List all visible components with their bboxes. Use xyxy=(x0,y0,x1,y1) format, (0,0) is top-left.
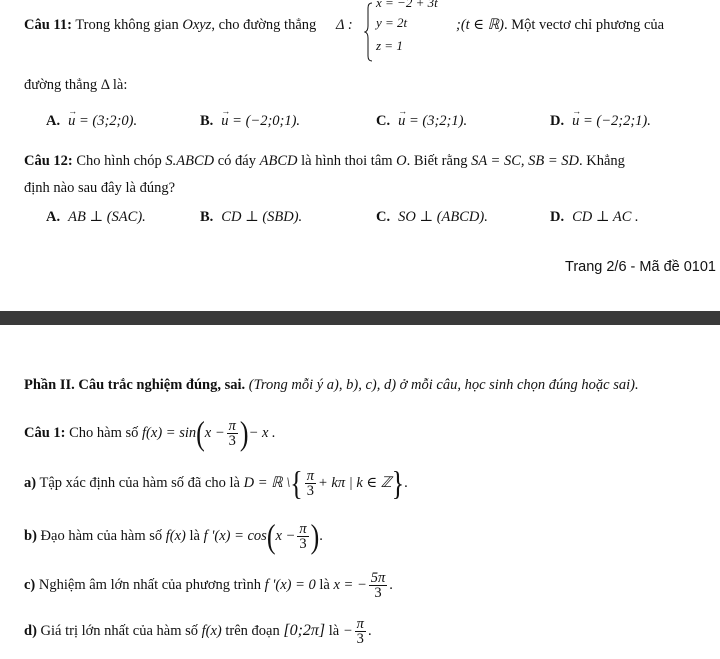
pi-over-3 xyxy=(227,419,238,448)
option-letter: B. xyxy=(200,209,214,225)
frac-den: 3 xyxy=(299,536,307,553)
vector-u: → u xyxy=(68,111,75,131)
item-math: f(x) xyxy=(201,623,222,639)
option-value: = (−2;2;1). xyxy=(582,113,651,129)
option-letter: A. xyxy=(46,209,61,225)
5pi-over-3 xyxy=(369,571,388,600)
frac-num: 5π xyxy=(370,570,386,587)
item-label: b) xyxy=(24,528,37,544)
brace-icon xyxy=(364,2,374,62)
option-letter: B. xyxy=(200,113,214,129)
q11-line2: đường thẳng Δ là: xyxy=(24,77,128,93)
item-text: là xyxy=(328,623,340,639)
q12-text: có đáy xyxy=(217,153,256,169)
q11-tail: . Một vectơ chỉ phương của xyxy=(503,17,665,33)
q11-delta: Δ : xyxy=(336,17,353,33)
frac-num: π xyxy=(228,418,236,435)
part2-note: (Trong mỗi ý a), b), c), d) ở mỗi câu, học sinh chọn đúng hoặc sai). xyxy=(248,377,639,393)
page-divider xyxy=(0,311,720,325)
left-paren: ( xyxy=(266,517,276,555)
item-math: x = − xyxy=(333,577,367,593)
right-paren: ) xyxy=(239,414,249,452)
item-end: . xyxy=(319,528,323,544)
frac-den: 3 xyxy=(228,433,236,450)
q12-center: O xyxy=(396,153,407,169)
q12-condition: SA = SC, SB = SD xyxy=(471,153,579,169)
item-text: Giá trị lớn nhất của hàm số xyxy=(40,623,198,639)
option-value: AB ⊥ (SAC). xyxy=(68,209,146,225)
q11-number: Câu 11: xyxy=(24,17,72,33)
q11-eq3: z = 1 xyxy=(376,38,403,53)
pi-over-3 xyxy=(305,469,316,498)
p2-q1-func: f(x) = sin xyxy=(142,425,197,441)
q12-line2: định nào sau đây là đúng? xyxy=(24,180,176,196)
item-math: f(x) xyxy=(165,528,186,544)
item-label: d) xyxy=(24,623,37,639)
option-value: SO ⊥ (ABCD). xyxy=(398,209,488,225)
q12-text: . Khẳng xyxy=(579,153,625,169)
q12-text: Cho hình chóp xyxy=(76,153,162,169)
q12-option-b[interactable] xyxy=(200,207,302,227)
item-text: Tập xác định của hàm số đã cho là xyxy=(39,475,240,491)
item-end: . xyxy=(367,623,372,639)
option-letter: D. xyxy=(550,113,565,129)
frac-num: π xyxy=(306,468,315,485)
p2-item-c[interactable] xyxy=(24,563,393,607)
option-letter: A. xyxy=(46,113,61,129)
q11-option-d[interactable] xyxy=(550,111,651,131)
part2-title: Phần II. Câu trắc nghiệm đúng, sai. xyxy=(24,377,246,393)
pi-over-3 xyxy=(355,617,366,646)
q12-base: ABCD xyxy=(259,153,298,169)
item-math: − xyxy=(342,623,353,639)
option-letter: D. xyxy=(550,209,565,225)
option-value: = (3;2;1). xyxy=(408,113,468,129)
p2-q1-number: Câu 1: xyxy=(24,425,66,441)
item-end: . xyxy=(404,475,408,491)
vector-u: → u xyxy=(221,111,228,131)
frac-num: π xyxy=(299,521,307,538)
q12-number: Câu 12: xyxy=(24,153,73,169)
item-math: + kπ | k ∈ ℤ xyxy=(318,475,392,491)
frac-den: 3 xyxy=(374,585,382,602)
q11-line1 xyxy=(24,15,316,35)
q11-intro: Trong không gian xyxy=(75,17,179,33)
option-value: = (3;2;0). xyxy=(78,113,138,129)
p2-q1-text: Cho hàm số xyxy=(69,425,139,441)
item-text: là xyxy=(319,577,330,593)
item-math: f '(x) = 0 xyxy=(264,577,316,593)
q12-pyramid: S.ABCD xyxy=(165,153,215,169)
right-brace: } xyxy=(391,464,405,502)
q12-line1 xyxy=(24,151,625,171)
option-letter: C. xyxy=(376,209,391,225)
p2-item-b[interactable] xyxy=(24,512,323,560)
option-value: = (−2;0;1). xyxy=(232,113,301,129)
vector-u: → u xyxy=(572,111,579,131)
q11-option-b[interactable] xyxy=(200,111,300,131)
p2-item-a[interactable] xyxy=(24,459,408,507)
item-label: a) xyxy=(24,475,37,491)
q11-eq2: y = 2t xyxy=(376,15,408,30)
pi-over-3 xyxy=(297,522,308,551)
q11-option-a[interactable] xyxy=(46,111,137,131)
left-paren: ( xyxy=(196,414,205,452)
q12-option-a[interactable] xyxy=(46,207,146,227)
item-text: là xyxy=(189,528,200,544)
option-letter: C. xyxy=(376,113,391,129)
p2-item-d[interactable] xyxy=(24,609,372,653)
item-text: Nghiệm âm lớn nhất của phương trình xyxy=(38,577,262,593)
item-math: x − xyxy=(275,528,296,544)
option-value: CD ⊥ (SBD). xyxy=(221,209,303,225)
option-value: CD ⊥ AC . xyxy=(572,209,639,225)
item-text: Đạo hàm của hàm số xyxy=(40,528,163,544)
frac-den: 3 xyxy=(356,631,364,648)
p2-q1-arg: x − xyxy=(204,425,225,441)
q11-cond-line xyxy=(456,15,664,35)
item-end: . xyxy=(389,577,393,593)
p2-q1 xyxy=(24,411,276,455)
item-math: f '(x) = cos xyxy=(203,528,267,544)
right-paren: ) xyxy=(310,517,320,555)
part2-heading xyxy=(24,375,639,395)
q11-option-c[interactable] xyxy=(376,111,467,131)
frac-den: 3 xyxy=(306,483,314,500)
item-math: D = ℝ \ xyxy=(243,475,291,491)
q11-eq1: x = −2 + 3t xyxy=(376,0,438,10)
q12-text: . Biết rằng xyxy=(406,153,468,169)
q12-option-d[interactable] xyxy=(550,207,639,227)
q12-option-c[interactable] xyxy=(376,207,488,227)
item-math: [0;2π] xyxy=(283,622,326,639)
item-label: c) xyxy=(24,577,36,593)
page-footer: Trang 2/6 - Mã đề 0101 xyxy=(565,259,716,275)
q11-cond: ;(t ∈ ℝ) xyxy=(456,17,504,33)
vector-u: → u xyxy=(398,111,405,131)
item-text: trên đoạn xyxy=(225,623,280,639)
left-brace: { xyxy=(290,464,303,502)
p2-q1-tail: − x . xyxy=(248,425,276,441)
q11-space: Oxyz xyxy=(182,17,212,33)
frac-num: π xyxy=(356,616,364,633)
q11-system xyxy=(364,0,454,60)
q11-mid: , cho đường thẳng xyxy=(211,17,317,33)
q12-text: là hình thoi tâm xyxy=(301,153,393,169)
